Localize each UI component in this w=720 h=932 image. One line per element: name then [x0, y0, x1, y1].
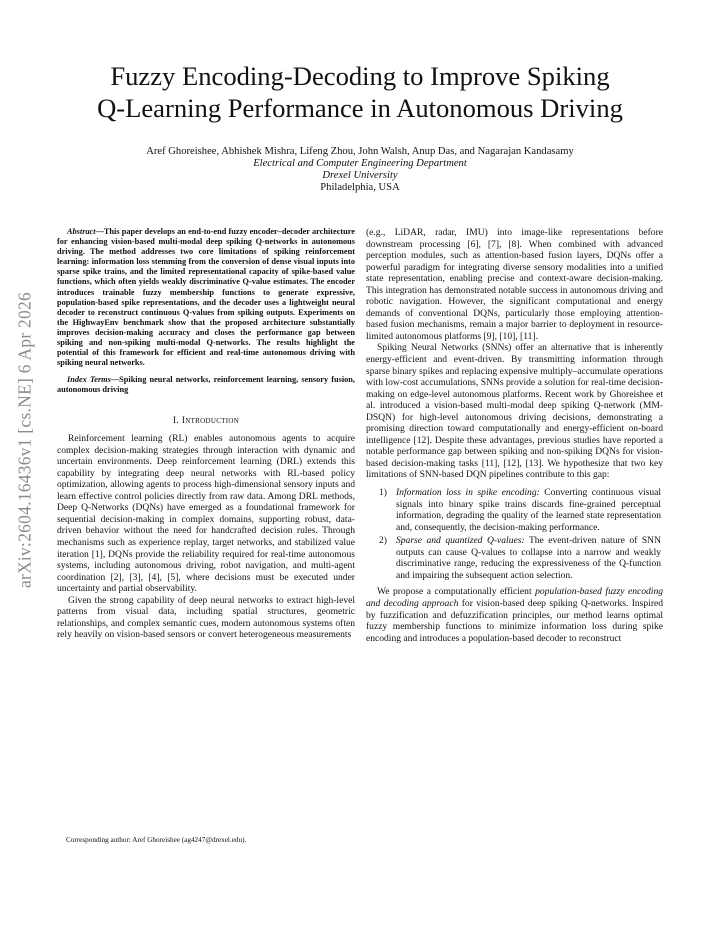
section-title: Introduction: [181, 414, 240, 426]
abstract: [57, 227, 355, 368]
intro-paragraph-5: [366, 586, 663, 644]
intro-paragraph-1: Reinforcement learning (RL) enables autonomous agents to acquire complex decision-making strategies through interaction with dynamic and uncertain environments. Deep reinforcement learning (DRL) extends this capability by integrating deep neural networks with RL-based policy optimization, allowing agents to process high-dimensional sensory inputs and learn effective control policies directly from raw data. Among DRL methods, Deep Q-Networks (DQNs) have emerged as a foundational framework for sequential decision-making in complex domains, supporting robust, data-driven behavior without the need for handcrafted decision rules. Through mechanisms such as experience replay, target networks, and stabilized value iteration [1], DQNs provide the reliability required for real-time autonomous systems, including autonomous driving, robot navigation, and multi-agent coordination [2], [3], [4], [5], where decisions must be executed under uncertainty and partial observability.: [57, 433, 355, 595]
list-item-title: Sparse and quantized Q-values:: [396, 535, 525, 547]
list-item-text: The event-driven nature of SNN outputs can cause Q-values to collapse into a narrow and weakly discriminative range, reducing the expressiveness of the Q-function and impairing the subsequent action selection.: [396, 535, 661, 581]
arxiv-sidebar: [2, 210, 48, 670]
index-terms-label: Index Terms: [67, 375, 111, 385]
author-block: [60, 146, 660, 194]
list-item: [366, 487, 663, 533]
arxiv-identifier: arXiv:2604.16436v1 [cs.NE] 6 Apr 2026: [14, 291, 35, 589]
list-item-title: Information loss in spike encoding:: [396, 487, 540, 499]
paragraph-5-start: We propose a computationally efficient: [377, 586, 536, 598]
intro-paragraph-3: (e.g., LiDAR, radar, IMU) into image-like representations before downstream processing [6], [7], [8]. When combined with advanced perception modules, such as attention-based fusion layers, DQNs offer a powerful paradigm for integrating diverse sensory modalities into a unified state representation, enabling precise and context-aware decision-making. This integration has demonstrated notable success in autonomous driving and robotic navigation. However, the significant computational and energy demands of conventional DQNs, particularly those employing attention-based fusion mechanisms, remain a major barrier to deployment in resource-limited autonomous platforms [9], [10], [11].: [366, 227, 663, 342]
index-terms: [57, 375, 355, 395]
title-line-1: Fuzzy Encoding-Decoding to Improve Spiking: [110, 61, 610, 91]
list-item-text: Converting continuous visual signals into binary spike trains discards fine-grained perceptual information, degrading the quality of the learned state representation and, consequently, the decision-making performance.: [396, 487, 662, 533]
left-column: [57, 227, 355, 641]
abstract-label: Abstract: [67, 227, 96, 236]
footnote: Corresponding author: Aref Ghoreishee (ag4247@drexel.edu).: [66, 836, 247, 844]
paper-title: [60, 60, 660, 124]
list-item-number: 2): [379, 535, 387, 547]
section-numeral: I.: [172, 414, 180, 426]
abstract-text: —This paper develops an end-to-end fuzzy encoder–decoder architecture for enhancing vision-based multi-modal deep spiking Q-networks in autonomous driving. The method addresses two core limitations of spiking reinforcement learning: information loss stemming from the conversion of dense visual inputs into sparse spike trains, and the limited representational capacity of spike-based value functions, which often yields weakly discriminative Q-value estimates. The encoder introduces trainable fuzzy membership functions to generate expressive, population-based spike representations, and the decoder uses a lightweight neural decoder to reconstruct continuous Q-values from spiking outputs. Experiments on the HighwayEnv benchmark show that the proposed architecture substantially improves decision-making accuracy and closes the performance gap between spiking and non-spiking multi-modal Q-networks. The results highlight the potential of this framework for efficient and real-time autonomous driving with spiking neural networks.: [57, 227, 355, 368]
intro-paragraph-2: Given the strong capability of deep neural networks to extract high-level patterns from visual data, including spatial structures, geometric relationships, and complex semantic cues, modern autonomous systems often rely heavily on vision-based sensors or convert heterogeneous measurements: [57, 594, 355, 641]
right-column: [366, 227, 663, 644]
department: Electrical and Computer Engineering Department: [253, 158, 467, 169]
intro-paragraph-4: Spiking Neural Networks (SNNs) offer an alternative that is inherently energy-efficient and event-driven. By transmitting information through sparse binary spikes and replacing expensive multiply–accumulate operations with low-cost accumulations, SNNs provide a solution for real-time decision-making on edge-level autonomous platforms. Recent work by Ghoreishee et al. introduced a vision-based multi-modal deep spiking Q-network (MM-DSQN) for high-level autonomous driving decisions, demonstrating a promising direction toward computationally and energy-efficient on-board intelligence [12]. Despite these advantages, previous studies have reported a notable performance gap between spiking and non-spiking DQNs for vision-based decision-making tasks [11], [12], [13]. We hypothesize that two key limitations of SNN-based DQN pipelines contribute to this gap:: [366, 342, 663, 481]
location: Philadelphia, USA: [320, 182, 400, 193]
limitations-list: [366, 487, 663, 581]
author-list: Aref Ghoreishee, Abhishek Mishra, Lifeng Zhou, John Walsh, Anup Das, and Nagarajan Kandasamy: [146, 146, 574, 157]
paragraph-5-emphasis: population-based fuzzy encoding and decoding approach: [366, 586, 663, 609]
paragraph-5-end: for vision-based deep spiking Q-networks. Inspired by fuzzification and defuzzification principles, our method learns optimal fuzzy membership functions to minimize information loss during spike encoding and introduces a population-based decoder to reconstruct: [366, 597, 664, 644]
section-heading: [57, 415, 355, 427]
list-item-number: 1): [379, 487, 387, 499]
list-item: [366, 535, 663, 581]
index-terms-text: —Spiking neural networks, reinforcement learning, sensory fusion, autonomous driving: [57, 375, 355, 395]
title-line-2: Q-Learning Performance in Autonomous Driving: [97, 93, 623, 123]
university: Drexel University: [322, 170, 398, 181]
